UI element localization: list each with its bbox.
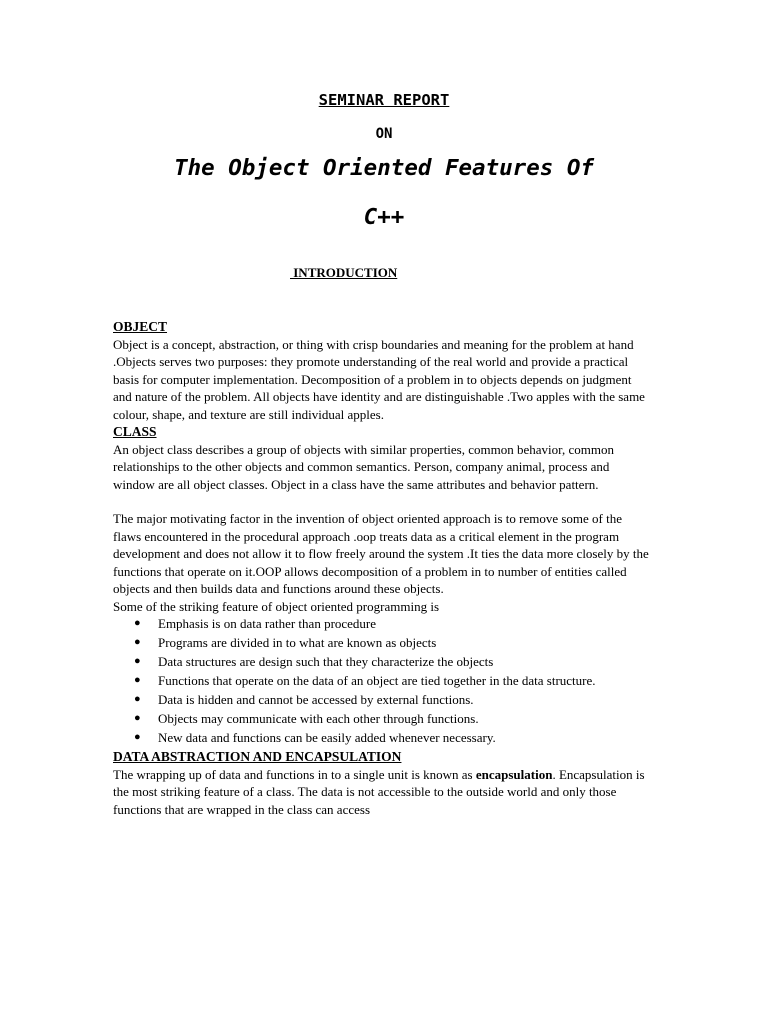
features-intro: Some of the striking feature of object oriented programming is (113, 598, 439, 614)
list-item (134, 691, 653, 708)
seminar-report-heading: SEMINAR REPORT (318, 91, 450, 109)
document-body (113, 318, 653, 818)
list-item (134, 634, 653, 651)
motivation-paragraph: The major motivating factor in the invention of object oriented approach is to remove some of the flaws encountered in the procedural approach .oop treats data as a critical element in the program development and does not allow it to flow freely around the system .It ties the data more closely by the functions that operate on it.OOP allows decomposition of a problem in to number of entities called objects and then builds data and functions around these objects. (113, 511, 649, 596)
list-item (134, 653, 653, 670)
encapsulation-keyword: encapsulation (475, 766, 553, 782)
paragraph-gap (113, 493, 653, 510)
bullet-icon: ● (134, 617, 141, 629)
bullet-icon: ● (134, 655, 141, 667)
bullet-icon: ● (134, 712, 141, 724)
list-item-text: Functions that operate on the data of an object are tied together in the data structure. (158, 673, 596, 688)
abstraction-heading: DATA ABSTRACTION AND ENCAPSULATION (113, 749, 402, 764)
abstraction-paragraph (113, 766, 653, 819)
list-item-text: Data structures are design such that they characterize the objects (158, 654, 494, 669)
bullet-icon: ● (134, 693, 141, 705)
list-item (134, 672, 653, 689)
list-item (134, 710, 653, 727)
list-item-text: Emphasis is on data rather than procedure (158, 616, 377, 631)
class-heading: CLASS (113, 424, 157, 439)
on-heading: ON (375, 126, 393, 142)
bullet-icon: ● (134, 731, 141, 743)
class-paragraph: An object class describes a group of objects with similar properties, common behavior, common relationships to the other objects and common semantics. Person, company animal, process and window are all object classes. Object in a class have the same attributes and behavior pattern. (113, 441, 614, 492)
list-item (134, 729, 653, 746)
features-list (113, 615, 653, 746)
object-paragraph: Object is a concept, abstraction, or thing with crisp boundaries and meaning for the problem at hand .Objects serves two purposes: they promote understanding of the real world and provide a practical basis for computer implementation. Decomposition of a problem in to objects depends on judgment and nature of the problem. All objects have identity and are distinguishable .Two apples with the same colour, shape, and texture are still individual apples. (113, 336, 645, 422)
document-title-line2: C++ (363, 204, 405, 230)
list-item-text: Data is hidden and cannot be accessed by external functions. (158, 692, 474, 707)
abstraction-text-before: The wrapping up of data and functions in to a single unit is known as (113, 766, 476, 782)
list-item-text: New data and functions can be easily added whenever necessary. (158, 730, 496, 745)
bullet-icon: ● (134, 636, 141, 648)
list-item-text: Programs are divided in to what are known as objects (158, 635, 437, 650)
object-heading: OBJECT (113, 319, 168, 334)
list-item (134, 615, 653, 632)
introduction-heading: INTRODUCTION (290, 265, 398, 280)
abstraction-text-after: . Encapsulation is the most striking feature of a class. The data is not accessible to the outside world and only those functions that are wrapped in the class can access (113, 766, 645, 817)
document-title-line1: The Object Oriented Features Of (174, 155, 594, 181)
list-item-text: Objects may communicate with each other through functions. (158, 711, 479, 726)
bullet-icon: ● (134, 674, 141, 686)
